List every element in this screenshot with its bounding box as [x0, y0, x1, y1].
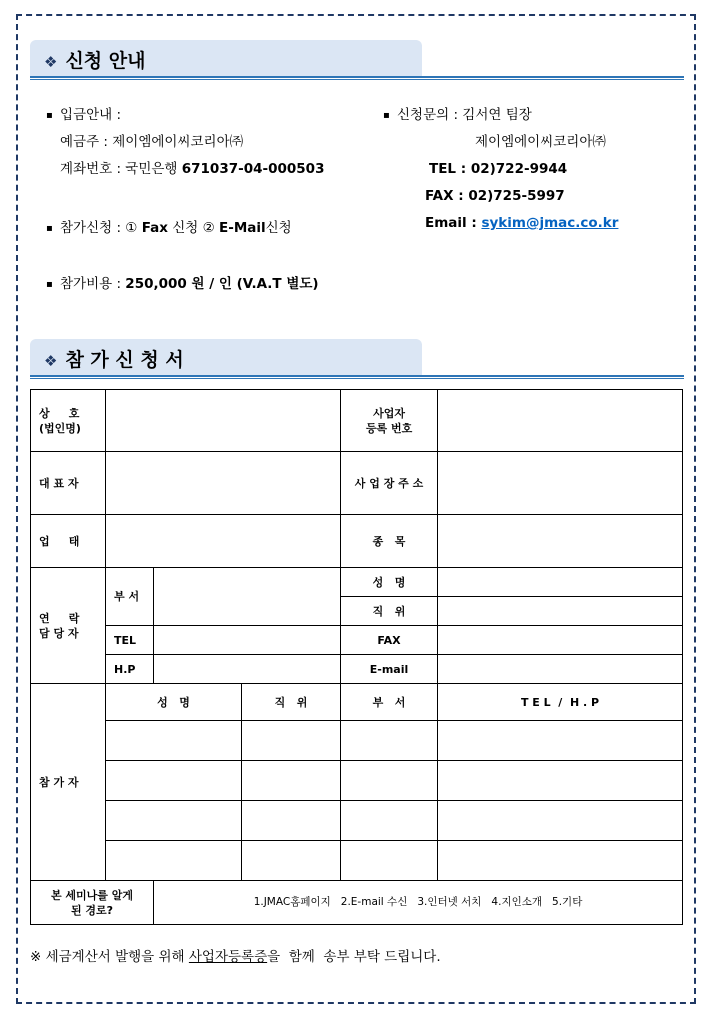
tel-field[interactable] — [154, 626, 341, 655]
apply-suffix: 신청 — [265, 220, 292, 236]
section-header-guide — [30, 40, 422, 76]
col-position-header: 직 위 — [242, 684, 341, 721]
table-row — [31, 390, 683, 452]
section-title: 참 가 신 청 서 — [65, 349, 184, 371]
col-name-header: 성 명 — [106, 684, 242, 721]
attendee-dept-field[interactable] — [341, 841, 438, 881]
attendee-dept-field[interactable] — [341, 721, 438, 761]
col-tel-hp-header: T E L / H . P — [438, 684, 683, 721]
dept-label: 부 서 — [106, 568, 154, 626]
company-name-label: 상 호 (법인명) — [31, 390, 106, 452]
account-prefix: 계좌번호 : 국민은행 — [60, 161, 182, 177]
position-label: 직 위 — [341, 597, 438, 626]
business-type-label: 업 태 — [31, 515, 106, 568]
contact-info — [383, 106, 618, 233]
footnote-suffix: 을 함께 송부 부탁 드립니다. — [267, 949, 441, 965]
attendee-name-field[interactable] — [106, 841, 242, 881]
table-row — [31, 841, 683, 881]
ceo-label: 대 표 자 — [31, 452, 106, 515]
contact-fax: FAX : 02)725-5997 — [425, 188, 565, 204]
ceo-field[interactable] — [106, 452, 341, 515]
apply-email: E-Mail — [219, 220, 266, 236]
source-label: 본 세미나를 알게 된 경로? — [31, 881, 154, 925]
square-bullet-icon: ▪ — [383, 110, 390, 121]
attendee-dept-field[interactable] — [341, 761, 438, 801]
email-label: E-mail — [341, 655, 438, 684]
fee-prefix: 참가비용 : — [60, 276, 126, 292]
table-row — [31, 801, 683, 841]
footnote — [30, 945, 441, 965]
position-field[interactable] — [438, 597, 683, 626]
attendees-label: 참 가 자 — [31, 684, 106, 881]
table-row — [31, 721, 683, 761]
table-row — [31, 452, 683, 515]
apply-method — [46, 219, 292, 238]
attendee-tel-field[interactable] — [438, 721, 683, 761]
diamond-bullet-icon: ❖ — [44, 53, 58, 71]
table-row — [31, 881, 683, 925]
square-bullet-icon: ▪ — [46, 279, 53, 290]
biz-reg-field[interactable] — [438, 390, 683, 452]
application-form-table — [30, 389, 683, 925]
account-number: 671037-04-000503 — [181, 161, 325, 177]
table-row — [31, 515, 683, 568]
email-field[interactable] — [438, 655, 683, 684]
section-divider — [30, 76, 684, 80]
contact-person-label: 연 락 담 당 자 — [31, 568, 106, 684]
attendee-tel-field[interactable] — [438, 761, 683, 801]
biz-reg-label: 사업자 등록 번호 — [341, 390, 438, 452]
contact-tel: TEL : 02)722-9944 — [429, 161, 568, 177]
attendee-tel-field[interactable] — [438, 801, 683, 841]
square-bullet-icon: ▪ — [46, 223, 53, 234]
footnote-underlined: 사업자등록증 — [188, 949, 268, 965]
table-row — [31, 655, 683, 684]
attendee-position-field[interactable] — [242, 841, 341, 881]
apply-fax: Fax — [141, 220, 168, 236]
col-dept-header: 부 서 — [341, 684, 438, 721]
attendee-position-field[interactable] — [242, 801, 341, 841]
table-row — [31, 568, 683, 597]
fee-value: 250,000 원 / 인 (V.A.T 별도) — [125, 276, 319, 292]
business-type-field[interactable] — [106, 515, 341, 568]
attendee-name-field[interactable] — [106, 721, 242, 761]
name-field[interactable] — [438, 568, 683, 597]
fax-label: FAX — [341, 626, 438, 655]
address-field[interactable] — [438, 452, 683, 515]
contact-label: 신청문의 : 김서연 팀장 — [397, 107, 532, 123]
section-title: 신청 안내 — [65, 50, 146, 72]
deposit-info — [46, 106, 324, 179]
email-link[interactable]: sykim@jmac.co.kr — [481, 215, 619, 231]
section-divider — [30, 375, 684, 379]
deposit-holder: 예금주 : 제이엠에이씨코리아㈜ — [60, 134, 244, 150]
fee-info — [46, 275, 319, 294]
hp-label: H.P — [106, 655, 154, 684]
attendee-dept-field[interactable] — [341, 801, 438, 841]
tel-label: TEL — [106, 626, 154, 655]
attendee-tel-field[interactable] — [438, 841, 683, 881]
email-label: Email : — [425, 215, 482, 231]
source-options[interactable]: 1.JMAC홈페이지 2.E-mail 수신 3.인터넷 서치 4.지인소개 5.기타 — [154, 881, 683, 925]
apply-prefix: 참가신청 : ① — [60, 220, 142, 236]
contact-company: 제이엠에이씨코리아㈜ — [475, 134, 606, 150]
footnote-prefix: ※ 세금계산서 발행을 위해 — [30, 949, 189, 965]
account-line — [46, 160, 324, 179]
section-header-form — [30, 339, 422, 375]
business-item-label: 종 목 — [341, 515, 438, 568]
square-bullet-icon: ▪ — [46, 110, 53, 121]
table-row — [31, 684, 683, 721]
deposit-label: 입금안내 : — [60, 107, 122, 123]
contact-email-line — [383, 214, 618, 233]
attendee-position-field[interactable] — [242, 721, 341, 761]
hp-field[interactable] — [154, 655, 341, 684]
attendee-name-field[interactable] — [106, 801, 242, 841]
attendee-name-field[interactable] — [106, 761, 242, 801]
address-label: 사 업 장 주 소 — [341, 452, 438, 515]
table-row — [31, 626, 683, 655]
dept-field[interactable] — [154, 568, 341, 626]
name-label: 성 명 — [341, 568, 438, 597]
fax-field[interactable] — [438, 626, 683, 655]
company-name-field[interactable] — [106, 390, 341, 452]
attendee-position-field[interactable] — [242, 761, 341, 801]
business-item-field[interactable] — [438, 515, 683, 568]
table-row — [31, 761, 683, 801]
diamond-bullet-icon: ❖ — [44, 352, 58, 370]
apply-mid: 신청 ② — [167, 220, 220, 236]
